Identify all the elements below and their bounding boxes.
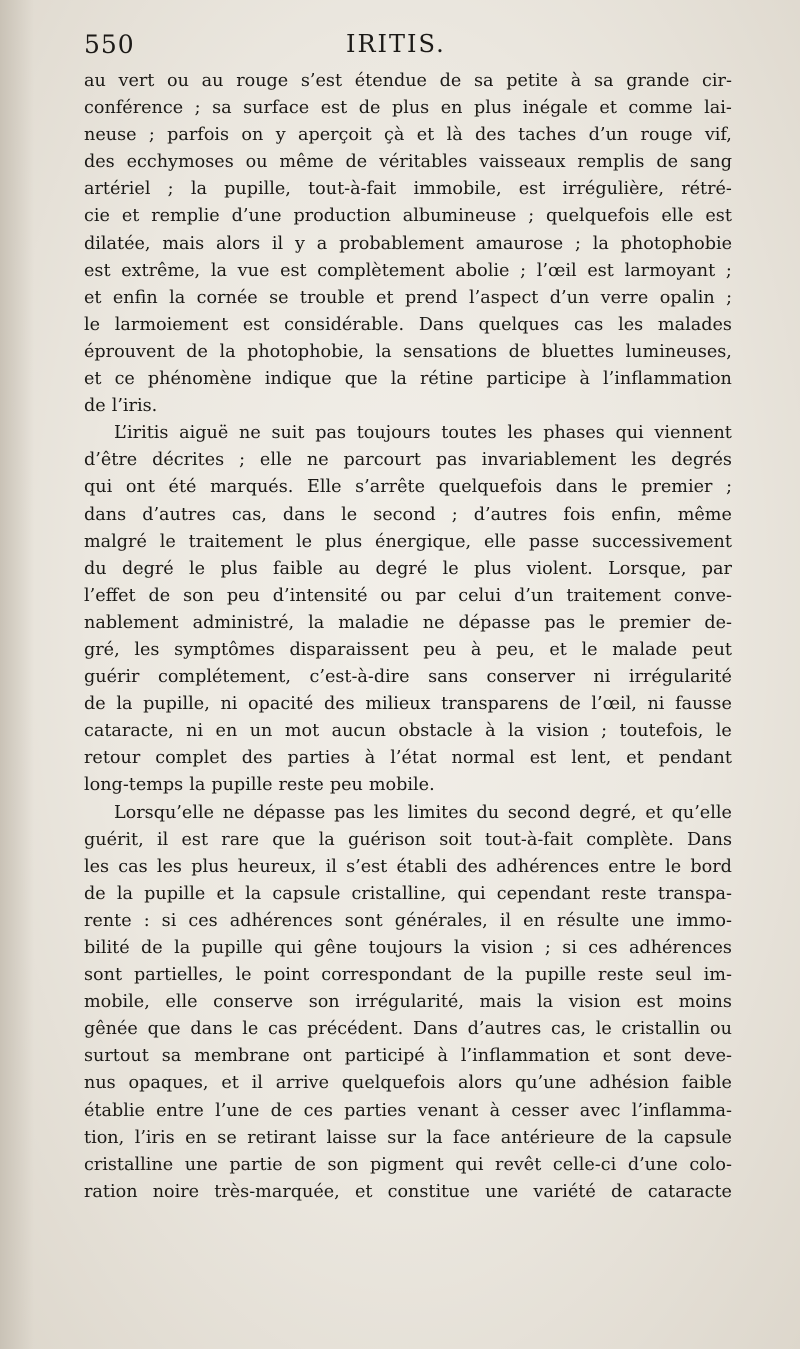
text-line: neuse ; parfois on y aperçoit çà et là des taches d’un rouge vif, (84, 125, 732, 146)
text-line: tion, l’iris en se retirant laisse sur la face antérieure de la capsule (84, 1127, 732, 1148)
text-line: cristalline une partie de son pigment qui revêt celle-ci d’une colo- (84, 1154, 732, 1175)
text-line: l’effet de son peu d’intensité ou par celui d’un traitement conve- (84, 585, 732, 606)
text-line: nablement administré, la maladie ne dépasse pas le premier de- (84, 612, 732, 633)
text-line: au vert ou au rouge s’est étendue de sa petite à sa grande cir- (84, 71, 732, 91)
text-line: conférence ; sa surface est de plus en plus inégale et comme lai- (84, 98, 732, 119)
text-line: éprouvent de la photophobie, la sensations de bluettes lumineuses, (84, 341, 732, 362)
text-line: sont partielles, le point correspondant de la pupille reste seul im- (84, 965, 732, 986)
text-line: L’iritis aiguë ne suit pas toujours toutes les phases qui viennent (114, 423, 732, 444)
text-line: rente : si ces adhérences sont générales, il en résulte une immo- (84, 910, 732, 931)
text-line: de la pupille, ni opacité des milieux transparens de l’œil, ni fausse (84, 694, 732, 715)
text-line: établie entre l’une de ces parties venant à cesser avec l’inflamma- (84, 1100, 732, 1121)
text-line: dilatée, mais alors il y a probablement amaurose ; la photophobie (84, 233, 732, 254)
text-line: guérit, il est rare que la guérison soit tout-à-fait complète. Dans (84, 829, 732, 850)
text-line: bilité de la pupille qui gêne toujours la vision ; si ces adhérences (84, 938, 732, 958)
text-line: d’être décrites ; elle ne parcourt pas invariablement les degrés (84, 450, 732, 471)
page-header (84, 28, 734, 64)
text-line: est extrême, la vue est complètement abolie ; l’œil est larmoyant ; (84, 260, 732, 281)
text-line: nus opaques, et il arrive quelquefois alors qu’une adhésion faible (84, 1073, 732, 1094)
text-line: gênée que dans le cas précédent. Dans d’autres cas, le cristallin ou (84, 1019, 732, 1040)
text-line: le larmoiement est considérable. Dans quelques cas les malades (84, 314, 732, 335)
text-line: dans d’autres cas, dans le second ; d’autres fois enfin, même (84, 504, 732, 525)
text-line: et ce phénomène indique que la rétine participe à l’inflammation (84, 369, 732, 390)
text-line: du degré le plus faible au degré le plus violent. Lorsque, par (84, 558, 732, 579)
text-line: cataracte, ni en un mot aucun obstacle à la vision ; toutefois, le (84, 721, 732, 742)
text-line: gré, les symptômes disparaissent peu à peu, et le malade peut (84, 639, 732, 660)
text-line: long-temps la pupille reste peu mobile. (84, 775, 435, 796)
text-line: de l’iris. (84, 396, 158, 417)
text-line: mobile, elle conserve son irrégularité, mais la vision est moins (84, 992, 732, 1013)
text-line: qui ont été marqués. Elle s’arrête quelquefois dans le premier ; (84, 477, 732, 498)
text-line: des ecchymoses ou même de véritables vaisseaux remplis de sang (84, 152, 732, 173)
text-line: artériel ; la pupille, tout-à-fait immobile, est irrégulière, rétré- (84, 179, 732, 200)
page-number: 550 (84, 30, 135, 59)
running-head: IRITIS. (346, 30, 446, 58)
text-line: surtout sa membrane ont participé à l’inflammation et sont deve- (84, 1046, 732, 1067)
text-line: de la pupille et la capsule cristalline, qui cependant reste transpa- (84, 883, 732, 904)
text-line: guérir complétement, c’est-à-dire sans conserver ni irrégularité (84, 667, 732, 688)
text-line: ration noire très-marquée, et constitue une variété de cataracte (84, 1181, 732, 1202)
text-line: et enfin la cornée se trouble et prend l’aspect d’un verre opalin ; (84, 287, 732, 308)
text-line: retour complet des parties à l’état normal est lent, et pendant (84, 748, 732, 769)
binding-shadow (0, 0, 34, 1349)
text-line: cie et remplie d’une production albumineuse ; quelquefois elle est (84, 206, 732, 227)
text-line: malgré le traitement le plus énergique, elle passe successivement (84, 531, 732, 552)
body-text (84, 68, 732, 1206)
text-line: Lorsqu’elle ne dépasse pas les limites du second degré, et qu’elle (114, 802, 732, 823)
text-line: les cas les plus heureux, il s’est établi des adhérences entre le bord (84, 856, 732, 877)
